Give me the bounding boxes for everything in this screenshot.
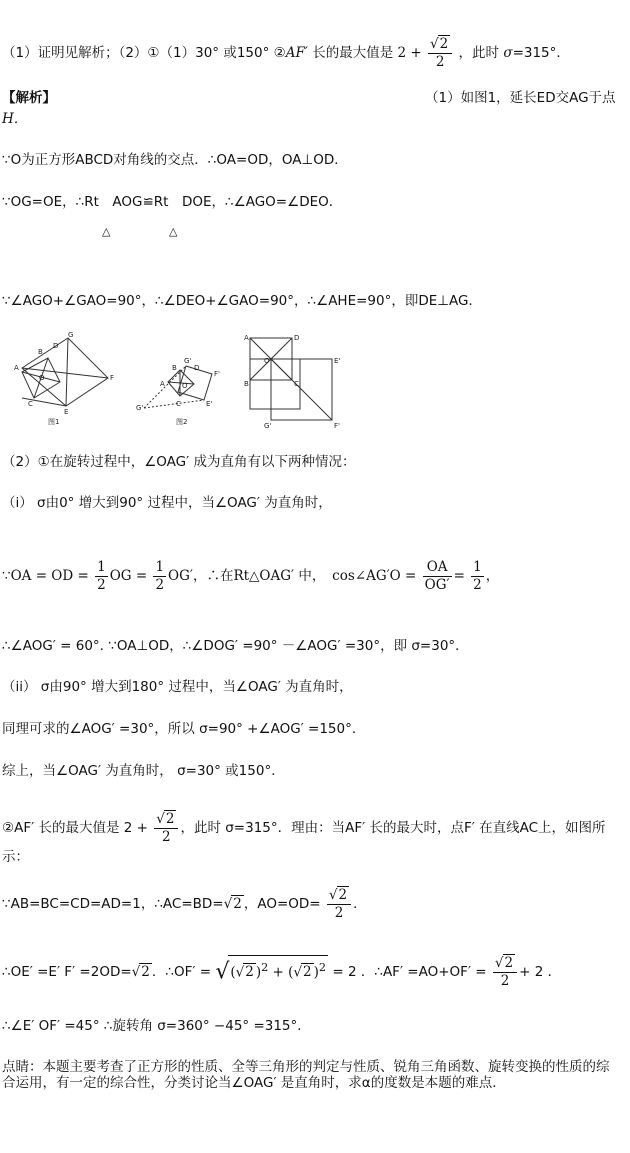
f1-label-A: A xyxy=(14,364,19,372)
f2-label-F: F' xyxy=(214,370,220,378)
answer-den: 2 xyxy=(435,54,445,70)
l6-eq: = xyxy=(453,568,465,584)
l6-comma: ， xyxy=(485,568,500,584)
l14-fraction: $\frac{√2}{2}$ xyxy=(493,954,517,990)
l14-part-a: ∴OE′ =E′ F′ =2OD= xyxy=(2,964,132,980)
f2-label-C: C xyxy=(176,400,181,408)
answer-part4: ，此时 xyxy=(458,45,500,61)
answer-part1: （1）证明见解析；（2）①（1）30° 或150° xyxy=(2,45,270,61)
intro-right: （1）如图1，延长ED交AG于点 xyxy=(425,90,616,106)
f3-label-F: F' xyxy=(334,422,340,430)
line-17: 合运用，有一定的综合性，分类讨论当∠OAG′ 是直角时，求α的度数是本题的难点． xyxy=(2,1075,506,1091)
f2-label-D: D xyxy=(194,364,200,372)
f1-label-B: B xyxy=(38,348,43,356)
line-12: 示： xyxy=(2,849,29,865)
f3-label-C: C xyxy=(294,380,299,388)
figure-3 xyxy=(250,338,332,420)
line-4: （2）①在旋转过程中，∠OAG′ 成为直角有以下两种情况： xyxy=(2,454,356,470)
geometry-figures xyxy=(8,330,408,430)
answer-plus-two: 2 + xyxy=(397,45,422,61)
l6-half-1: $\frac{1}{2}$ xyxy=(97,559,106,593)
l6-part-a: ∵OA = OD = xyxy=(2,568,89,584)
answer-circled-2: ② xyxy=(273,45,286,61)
l11-part-b: ，此时 σ=315°．理由：当AF′ 长的最大时，点F′ 在直线AC上，如图所 xyxy=(180,820,606,836)
f2-label-A: A xyxy=(160,380,165,388)
line-3: ∵∠AGO+∠GAO=90°，∴∠DEO+∠GAO=90°，∴∠AHE=90°，即DE⊥AG． xyxy=(2,293,482,309)
answer-part5: =315°． xyxy=(512,45,570,61)
line-9: 同理可求的∠AOG′ =30°，所以 σ=90° +∠AOG′ =150°． xyxy=(2,721,366,737)
f3-label-E: E' xyxy=(334,357,341,365)
line-11 xyxy=(2,808,606,848)
line-7: ∴∠AOG′ = 60°. ∵OA⊥OD，∴∠DOG′ =90° －∠AOG′ =30°，即 σ=30°． xyxy=(2,638,469,654)
answer-sigma: σ xyxy=(503,45,513,61)
f1-label-F: F xyxy=(110,374,115,382)
figure-1 xyxy=(22,338,108,406)
l6-part-b: OG = xyxy=(109,568,148,584)
figure-2-caption: 图2 xyxy=(176,418,188,426)
l13-part-b: ，AO=OD= xyxy=(243,896,321,912)
l11-fraction: $\frac{√2}{2}$ xyxy=(154,810,178,846)
f2-label-G1: G' xyxy=(184,357,192,365)
line-14: ∴OE′ =E′ F′ =2OD=√2 ．∴OF′ = √(√2 )$^2$ + (√2 )$^2$ = 2 ．∴AF′ =AO+OF′ = $\frac{√2}{2}$ + 2 ． xyxy=(2,955,562,989)
f1-label-C: C xyxy=(28,400,33,408)
l11-part-a: ②AF′ 长的最大值是 2 + xyxy=(2,820,148,836)
answer-sqrt2: 2 xyxy=(439,36,449,52)
f2-label-B: B xyxy=(172,364,177,372)
figure-2-labels xyxy=(136,357,220,412)
analysis-label: 【解析】 xyxy=(2,90,56,106)
f3-label-G: G' xyxy=(264,422,272,430)
f3-label-B: B xyxy=(244,380,249,388)
intro-h: H． xyxy=(2,111,28,127)
f1-label-G: G xyxy=(68,331,74,339)
answer-af: AF′ xyxy=(285,45,308,61)
f1-label-E: E xyxy=(64,408,69,416)
f2-label-E: E' xyxy=(206,400,213,408)
line-1: ∵O为正方形ABCD对角线的交点．∴OA=OD，OA⊥OD． xyxy=(2,152,348,168)
line-16: 点睛：本题主要考查了正方形的性质、全等三角形的判定与性质、锐角三角函数、旋转变换的性质的综 xyxy=(2,1059,610,1075)
line-6 xyxy=(2,556,499,596)
answer-fraction: $\frac{√2}{2}$ xyxy=(428,35,452,71)
f2-label-O: O xyxy=(182,382,188,390)
f2-label-G2: G' xyxy=(136,404,144,412)
l14-part-b: ．∴OF′ = xyxy=(151,964,212,980)
line-2: ∵OG=OE，∴Rt AOG≌Rt DOE，∴∠AGO=∠DEO． xyxy=(2,194,343,210)
answer-part3: 长的最大值是 xyxy=(312,45,394,61)
l6-half-2: $\frac{1}{2}$ xyxy=(155,559,165,593)
l13-part-a: ∵AB=BC=CD=AD=1，∴AC=BD= xyxy=(2,896,224,912)
line-13: ∵AB=BC=CD=AD=1，∴AC=BD=√2 ，AO=OD= $\frac{√2}{2}$ ． xyxy=(2,887,367,921)
f1-label-D: D xyxy=(53,342,59,350)
line-10: 综上，当∠OAG′ 为直角时， σ=30° 或150°． xyxy=(2,763,285,779)
answer-line xyxy=(2,35,570,71)
line-15: ∴∠E′ OF′ =45° ∴旋转角 σ=360° −45° =315°． xyxy=(2,1018,311,1034)
triangle-mark-1: △ xyxy=(102,225,111,238)
l6-half-3: $\frac{1}{2}$ xyxy=(473,559,482,593)
l13-fraction: $\frac{√2}{2}$ xyxy=(327,886,351,922)
f3-label-A: A xyxy=(244,334,249,342)
l13-part-c: ． xyxy=(353,896,367,912)
l14-part-d: + 2 ． xyxy=(519,964,562,980)
f3-label-O: O xyxy=(264,357,270,365)
line-8: （ii） σ由90° 增大到180° 过程中，当∠OAG′ 为直角时， xyxy=(2,679,353,695)
l14-part-c: = 2 ．∴AF′ =AO+OF′ = xyxy=(332,964,487,980)
l6-oa-frac: $\frac{OA}{OG'}$ xyxy=(424,559,450,593)
figure-1-caption: 图1 xyxy=(48,418,60,426)
triangle-mark-2: △ xyxy=(169,225,178,238)
l6-part-c: OG′，∴在Rt△OAG′ 中， cos∠AG′O = xyxy=(168,568,417,584)
f1-label-O: O xyxy=(39,374,45,382)
f3-label-D: D xyxy=(294,334,300,342)
line-5: （i） σ由0° 增大到90° 过程中，当∠OAG′ 为直角时， xyxy=(2,495,332,511)
